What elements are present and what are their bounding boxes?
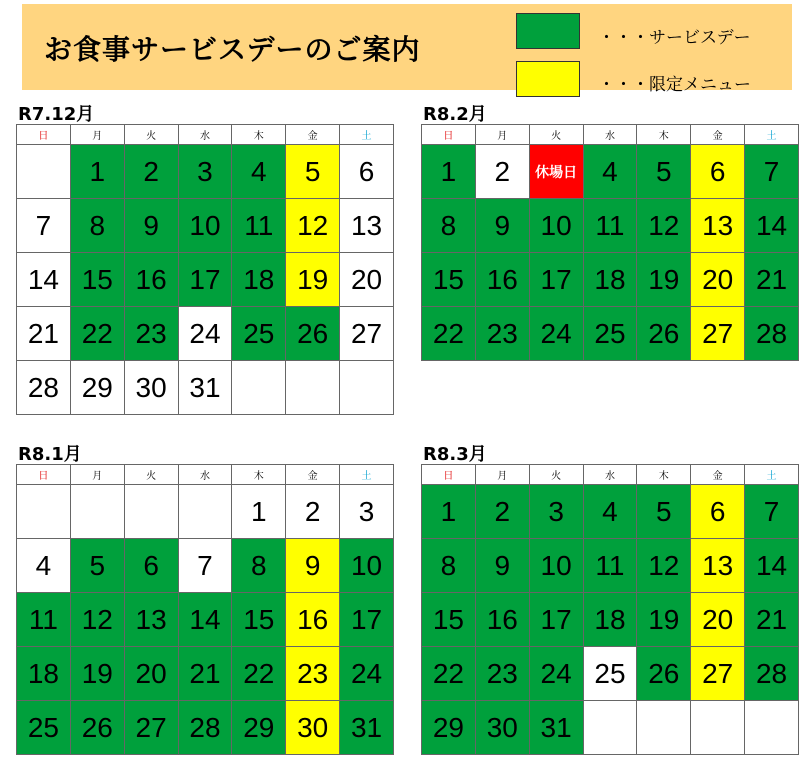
calendar-title: R8.3月: [423, 444, 487, 465]
day-cell-limited-menu: 6: [691, 145, 745, 199]
day-cell-service-day: 3: [529, 485, 583, 539]
day-cell-closed: 休場日: [529, 145, 583, 199]
day-cell: 25: [583, 647, 637, 701]
weekday-label: 土: [745, 465, 799, 485]
day-cell-service-day: 8: [232, 539, 286, 593]
day-cell-service-day: 23: [475, 647, 529, 701]
day-cell-service-day: 10: [178, 199, 232, 253]
day-cell-service-day: 8: [70, 199, 124, 253]
weekday-label: 金: [691, 125, 745, 145]
day-cell-service-day: 4: [583, 485, 637, 539]
day-cell-service-day: 5: [637, 485, 691, 539]
day-cell: 21: [17, 307, 71, 361]
day-cell-service-day: 3: [178, 145, 232, 199]
day-cell-service-day: 21: [745, 253, 799, 307]
day-cell-service-day: 17: [529, 253, 583, 307]
day-cell: 1: [232, 485, 286, 539]
day-cell-service-day: 25: [583, 307, 637, 361]
calendar-week-row: [422, 253, 799, 307]
calendar-grid: [16, 464, 394, 755]
day-cell-service-day: 30: [475, 701, 529, 755]
day-cell-service-day: 8: [422, 199, 476, 253]
weekday-label: 水: [178, 125, 232, 145]
day-cell-service-day: 17: [529, 593, 583, 647]
calendar-week-row: [17, 539, 394, 593]
calendar-week-row: [422, 647, 799, 701]
day-cell-empty: [17, 145, 71, 199]
day-cell-service-day: 1: [70, 145, 124, 199]
day-cell-service-day: 19: [637, 253, 691, 307]
day-cell-service-day: 28: [745, 647, 799, 701]
calendar-mar: [421, 444, 799, 755]
day-cell-service-day: 4: [232, 145, 286, 199]
legend-swatch-limited-menu: [516, 61, 580, 97]
weekday-header-row: [17, 125, 394, 145]
day-cell-limited-menu: 27: [691, 647, 745, 701]
day-cell: 20: [340, 253, 394, 307]
day-cell-service-day: 19: [637, 593, 691, 647]
day-cell-empty: [286, 361, 340, 415]
day-cell-limited-menu: 9: [286, 539, 340, 593]
calendar-title: R8.1月: [18, 444, 82, 465]
day-cell-service-day: 29: [422, 701, 476, 755]
calendar-week-row: [17, 253, 394, 307]
weekday-header-row: [422, 465, 799, 485]
weekday-label: 日: [17, 465, 71, 485]
weekday-label: 月: [70, 465, 124, 485]
day-cell-service-day: 18: [583, 253, 637, 307]
day-cell-empty: [178, 485, 232, 539]
day-cell-service-day: 2: [124, 145, 178, 199]
day-cell: 28: [17, 361, 71, 415]
day-cell-service-day: 12: [70, 593, 124, 647]
day-cell-service-day: 24: [529, 307, 583, 361]
day-cell-service-day: 9: [475, 199, 529, 253]
weekday-label: 日: [422, 125, 476, 145]
day-cell-service-day: 1: [422, 485, 476, 539]
day-cell-empty: [124, 485, 178, 539]
weekday-label: 月: [475, 125, 529, 145]
day-cell-service-day: 4: [583, 145, 637, 199]
day-cell-service-day: 11: [583, 539, 637, 593]
day-cell-empty: [17, 485, 71, 539]
day-cell-service-day: 23: [124, 307, 178, 361]
day-cell-service-day: 17: [340, 593, 394, 647]
page-title: お食事サービスデーのご案内: [44, 33, 421, 66]
day-cell-service-day: 24: [529, 647, 583, 701]
day-cell-service-day: 21: [178, 647, 232, 701]
calendar-week-row: [17, 199, 394, 253]
calendar-title: R7.12月: [18, 104, 95, 125]
day-cell-limited-menu: 6: [691, 485, 745, 539]
day-cell-service-day: 15: [70, 253, 124, 307]
weekday-label: 水: [583, 465, 637, 485]
day-cell-empty: [340, 361, 394, 415]
day-cell-service-day: 19: [70, 647, 124, 701]
weekday-label: 金: [691, 465, 745, 485]
calendar-week-row: [422, 485, 799, 539]
day-cell-limited-menu: 19: [286, 253, 340, 307]
day-cell-service-day: 20: [124, 647, 178, 701]
day-cell-service-day: 16: [475, 593, 529, 647]
weekday-label: 木: [232, 465, 286, 485]
calendar-jan: [16, 444, 394, 755]
day-cell-service-day: 14: [745, 199, 799, 253]
calendar-grid: [16, 124, 394, 415]
day-cell: 4: [17, 539, 71, 593]
calendar-feb: [421, 104, 799, 361]
day-cell-service-day: 11: [232, 199, 286, 253]
weekday-header-row: [17, 465, 394, 485]
day-cell-service-day: 7: [745, 145, 799, 199]
day-cell-service-day: 27: [124, 701, 178, 755]
day-cell-service-day: 8: [422, 539, 476, 593]
weekday-label: 水: [178, 465, 232, 485]
calendar-week-row: [17, 361, 394, 415]
day-cell-limited-menu: 5: [286, 145, 340, 199]
day-cell-service-day: 18: [583, 593, 637, 647]
day-cell-service-day: 12: [637, 539, 691, 593]
day-cell-service-day: 15: [232, 593, 286, 647]
day-cell-service-day: 10: [340, 539, 394, 593]
day-cell-service-day: 9: [124, 199, 178, 253]
day-cell-limited-menu: 30: [286, 701, 340, 755]
day-cell-service-day: 16: [475, 253, 529, 307]
day-cell-empty: [637, 701, 691, 755]
calendar-grid: [421, 124, 799, 361]
day-cell-service-day: 11: [583, 199, 637, 253]
weekday-label: 土: [340, 125, 394, 145]
day-cell-limited-menu: 16: [286, 593, 340, 647]
day-cell-service-day: 23: [475, 307, 529, 361]
header-banner: [22, 4, 792, 95]
weekday-label: 日: [17, 125, 71, 145]
day-cell-limited-menu: 27: [691, 307, 745, 361]
calendar-grid: [421, 464, 799, 755]
day-cell-service-day: 28: [745, 307, 799, 361]
day-cell-service-day: 1: [422, 145, 476, 199]
weekday-label: 土: [745, 125, 799, 145]
day-cell: 6: [340, 145, 394, 199]
day-cell: 2: [475, 145, 529, 199]
weekday-label: 月: [475, 465, 529, 485]
weekday-label: 日: [422, 465, 476, 485]
day-cell-empty: [583, 701, 637, 755]
day-cell-service-day: 31: [529, 701, 583, 755]
day-cell-service-day: 22: [70, 307, 124, 361]
day-cell-service-day: 11: [17, 593, 71, 647]
day-cell-service-day: 22: [422, 307, 476, 361]
day-cell: 13: [340, 199, 394, 253]
day-cell-limited-menu: 12: [286, 199, 340, 253]
day-cell: 24: [178, 307, 232, 361]
day-cell-service-day: 16: [124, 253, 178, 307]
weekday-label: 月: [70, 125, 124, 145]
day-cell-service-day: 15: [422, 593, 476, 647]
day-cell-limited-menu: 20: [691, 253, 745, 307]
calendar-week-row: [422, 701, 799, 755]
day-cell-service-day: 10: [529, 539, 583, 593]
day-cell-service-day: 22: [422, 647, 476, 701]
day-cell: 7: [178, 539, 232, 593]
day-cell-service-day: 18: [232, 253, 286, 307]
day-cell-service-day: 28: [178, 701, 232, 755]
weekday-label: 木: [637, 465, 691, 485]
weekday-label: 金: [286, 125, 340, 145]
calendar-week-row: [17, 701, 394, 755]
day-cell-service-day: 18: [17, 647, 71, 701]
day-cell-limited-menu: 13: [691, 539, 745, 593]
weekday-label: 火: [529, 465, 583, 485]
day-cell-service-day: 14: [745, 539, 799, 593]
day-cell-service-day: 15: [422, 253, 476, 307]
weekday-label: 金: [286, 465, 340, 485]
day-cell-service-day: 25: [232, 307, 286, 361]
weekday-header-row: [422, 125, 799, 145]
day-cell-service-day: 26: [70, 701, 124, 755]
weekday-label: 木: [637, 125, 691, 145]
calendar-week-row: [422, 539, 799, 593]
calendar-week-row: [17, 593, 394, 647]
day-cell-service-day: 26: [637, 307, 691, 361]
calendar-week-row: [422, 593, 799, 647]
day-cell-service-day: 13: [124, 593, 178, 647]
calendar-week-row: [17, 647, 394, 701]
calendar-week-row: [17, 485, 394, 539]
calendar-week-row: [422, 199, 799, 253]
day-cell-service-day: 17: [178, 253, 232, 307]
day-cell-empty: [70, 485, 124, 539]
day-cell-service-day: 26: [286, 307, 340, 361]
day-cell-service-day: 22: [232, 647, 286, 701]
day-cell: 2: [286, 485, 340, 539]
day-cell: 3: [340, 485, 394, 539]
weekday-label: 火: [529, 125, 583, 145]
day-cell-empty: [745, 701, 799, 755]
calendar-week-row: [422, 307, 799, 361]
calendar-week-row: [422, 145, 799, 199]
day-cell: 30: [124, 361, 178, 415]
calendar-week-row: [17, 145, 394, 199]
weekday-label: 木: [232, 125, 286, 145]
day-cell: 27: [340, 307, 394, 361]
day-cell: 29: [70, 361, 124, 415]
day-cell: 7: [17, 199, 71, 253]
day-cell-service-day: 5: [637, 145, 691, 199]
day-cell-service-day: 7: [745, 485, 799, 539]
day-cell-service-day: 29: [232, 701, 286, 755]
legend-swatch-service-day: [516, 13, 580, 49]
day-cell-service-day: 24: [340, 647, 394, 701]
day-cell-service-day: 9: [475, 539, 529, 593]
day-cell: 31: [178, 361, 232, 415]
day-cell-service-day: 5: [70, 539, 124, 593]
day-cell-limited-menu: 13: [691, 199, 745, 253]
calendar-dec: [16, 104, 394, 415]
day-cell-service-day: 31: [340, 701, 394, 755]
calendar-title: R8.2月: [423, 104, 487, 125]
calendar-week-row: [17, 307, 394, 361]
day-cell-service-day: 14: [178, 593, 232, 647]
day-cell-empty: [232, 361, 286, 415]
day-cell-service-day: 21: [745, 593, 799, 647]
day-cell-service-day: 2: [475, 485, 529, 539]
day-cell: 14: [17, 253, 71, 307]
weekday-label: 火: [124, 125, 178, 145]
day-cell-service-day: 12: [637, 199, 691, 253]
weekday-label: 火: [124, 465, 178, 485]
weekday-label: 水: [583, 125, 637, 145]
weekday-label: 土: [340, 465, 394, 485]
day-cell-service-day: 10: [529, 199, 583, 253]
legend-label-limited-menu: ・・・限定メニュー: [598, 75, 751, 95]
day-cell-service-day: 6: [124, 539, 178, 593]
day-cell-service-day: 25: [17, 701, 71, 755]
day-cell-limited-menu: 20: [691, 593, 745, 647]
day-cell-empty: [691, 701, 745, 755]
day-cell-service-day: 26: [637, 647, 691, 701]
legend-label-service-day: ・・・サービスデー: [598, 28, 751, 48]
day-cell-limited-menu: 23: [286, 647, 340, 701]
